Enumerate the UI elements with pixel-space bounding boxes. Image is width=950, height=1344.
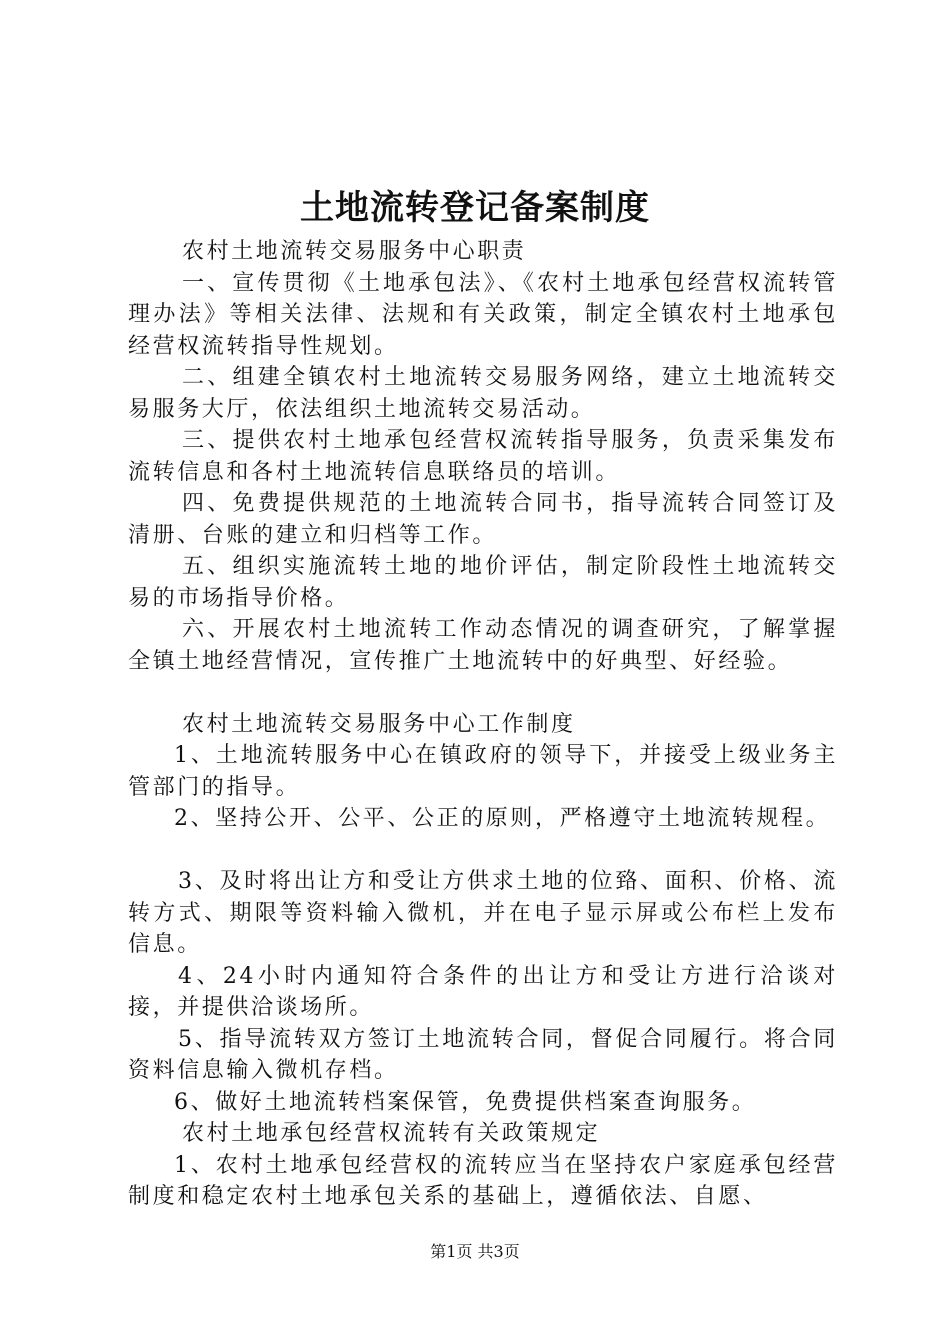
document-title: 土地流转登记备案制度 [300, 188, 650, 228]
paragraph: 六、开展农村土地流转工作动态情况的调查研究，了解掌握全镇土地经营情况，宣传推广土地流转中的好典型、好经验。 [128, 617, 838, 674]
document-body [128, 236, 838, 1213]
paragraph: 4、24小时内通知符合条件的出让方和受让方进行洽谈对接，并提供洽谈场所。 [128, 963, 838, 1020]
paragraph: 5、指导流转双方签订土地流转合同，督促合同履行。将合同资料信息输入微机存档。 [128, 1026, 838, 1083]
paragraph: 1、土地流转服务中心在镇政府的领导下，并接受上级业务主管部门的指导。 [128, 743, 838, 800]
section-heading-work-system: 农村土地流转交易服务中心工作制度 [182, 711, 576, 737]
paragraph: 五、组织实施流转土地的地价评估，制定阶段性土地流转交易的市场指导价格。 [128, 554, 838, 611]
paragraph: 一、宣传贯彻《土地承包法》、《农村土地承包经营权流转管理办法》等相关法律、法规和有关政策，制定全镇农村土地承包经营权流转指导性规划。 [128, 270, 838, 359]
paragraph: 2、坚持公开、公平、公正的原则，严格遵守土地流转规程。 [174, 806, 831, 831]
spacer [128, 677, 838, 709]
paragraph: 三、提供农村土地承包经营权流转指导服务，负责采集发布流转信息和各村土地流转信息联络员的培训。 [128, 428, 838, 485]
paragraph: 1、农村土地承包经营权的流转应当在坚持农户家庭承包经营制度和稳定农村土地承包关系的基础上，遵循依法、自愿、 [128, 1152, 838, 1209]
page-number-footer: 第1页 共3页 [430, 1242, 520, 1261]
paragraph: 6、做好土地流转档案保管，免费提供档案查询服务。 [174, 1089, 757, 1115]
paragraph: 3、及时将出让方和受让方供求土地的位臵、面积、价格、流转方式、期限等资料输入微机，并在电子显示屏或公布栏上发布信息。 [128, 869, 838, 957]
section-heading-duties: 农村土地流转交易服务中心职责 [182, 239, 527, 264]
spacer [128, 835, 838, 867]
paragraph: 四、免费提供规范的土地流转合同书，指导流转合同签订及清册、台账的建立和归档等工作。 [128, 491, 838, 548]
section-heading-policy: 农村土地承包经营权流转有关政策规定 [182, 1121, 601, 1146]
paragraph: 二、组建全镇农村土地流转交易服务网络，建立土地流转交易服务大厅，依法组织土地流转交易活动。 [128, 365, 838, 422]
